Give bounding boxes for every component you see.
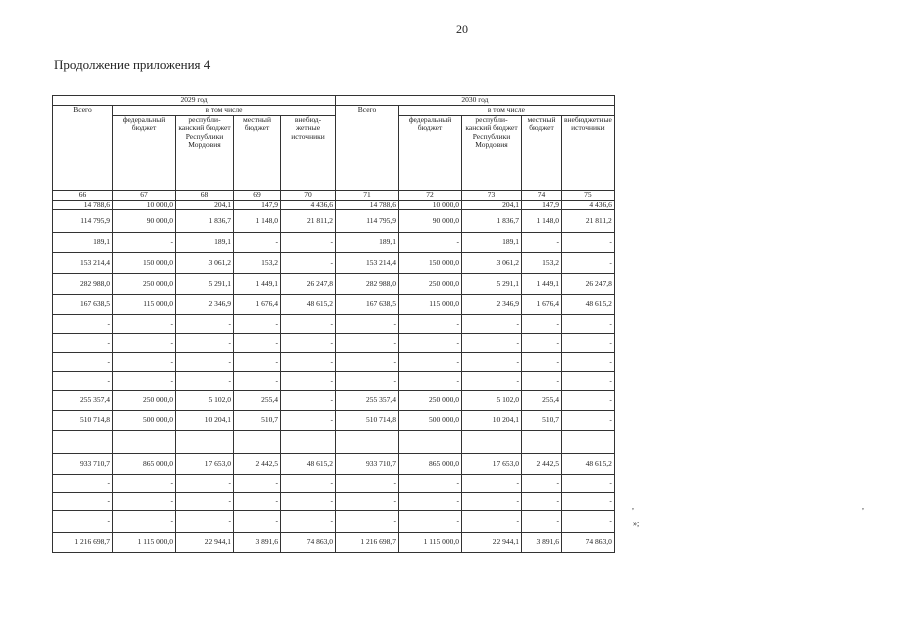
offbudget-2030-header: внебюджетные источники xyxy=(562,115,615,190)
table-cell: 114 795,9 xyxy=(53,210,113,233)
table-cell xyxy=(53,431,113,454)
table-cell: - xyxy=(562,411,615,431)
table-cell: 865 000,0 xyxy=(113,454,176,475)
table-cell: 1 836,7 xyxy=(462,210,522,233)
table-cell: 189,1 xyxy=(53,233,113,253)
table-cell: - xyxy=(234,233,281,253)
table-cell xyxy=(234,431,281,454)
table-cell: - xyxy=(522,315,562,334)
table-cell: 3 061,2 xyxy=(176,253,234,274)
table-cell: - xyxy=(399,493,462,511)
table-cell: - xyxy=(113,315,176,334)
table-row xyxy=(53,454,615,475)
table-cell: 189,1 xyxy=(176,233,234,253)
table-cell: 14 788,6 xyxy=(53,200,113,210)
column-number-row xyxy=(53,190,615,200)
table-cell: 510 714,8 xyxy=(336,411,399,431)
table-cell: - xyxy=(53,315,113,334)
table-cell: - xyxy=(53,372,113,391)
table-cell: - xyxy=(176,493,234,511)
incl-2030-header: в том числе xyxy=(399,106,615,116)
table-cell: - xyxy=(336,353,399,372)
table-cell: - xyxy=(562,493,615,511)
table-cell: - xyxy=(522,353,562,372)
table-cell: - xyxy=(113,475,176,493)
table-cell: 90 000,0 xyxy=(113,210,176,233)
table-row xyxy=(53,372,615,391)
table-cell: - xyxy=(399,372,462,391)
table-cell: - xyxy=(462,353,522,372)
table-cell: - xyxy=(53,475,113,493)
column-number-cell: 67 xyxy=(113,190,176,200)
table-cell: - xyxy=(399,334,462,353)
table-cell: 3 061,2 xyxy=(462,253,522,274)
table-cell: - xyxy=(53,511,113,533)
table-cell: 1 115 000,0 xyxy=(399,533,462,553)
total-2029-header: Всего xyxy=(53,106,113,191)
table-cell: - xyxy=(53,334,113,353)
table-cell: 1 148,0 xyxy=(522,210,562,233)
table-cell xyxy=(336,431,399,454)
table-row xyxy=(53,210,615,233)
table-cell: - xyxy=(562,353,615,372)
table-cell: 22 944,1 xyxy=(462,533,522,553)
table-cell: - xyxy=(336,475,399,493)
table-cell: 1 676,4 xyxy=(522,295,562,315)
table-cell: 250 000,0 xyxy=(113,391,176,411)
table-cell: 115 000,0 xyxy=(113,295,176,315)
table-cell: - xyxy=(176,511,234,533)
table-cell: 189,1 xyxy=(336,233,399,253)
table-cell: - xyxy=(336,372,399,391)
table-cell: 510 714,8 xyxy=(53,411,113,431)
column-number-cell: 66 xyxy=(53,190,113,200)
republic-2029-header: республи-канский бюджет Республики Мордовия xyxy=(176,115,234,190)
table-cell: 147,9 xyxy=(522,200,562,210)
budget-table xyxy=(52,95,615,553)
table-row xyxy=(53,253,615,274)
table-cell: - xyxy=(462,493,522,511)
table-cell: - xyxy=(562,511,615,533)
column-number-cell: 71 xyxy=(336,190,399,200)
table-cell: - xyxy=(336,334,399,353)
table-cell: - xyxy=(522,511,562,533)
table-cell: - xyxy=(281,411,336,431)
table-cell: - xyxy=(113,233,176,253)
table-cell: - xyxy=(281,493,336,511)
column-number-cell: 68 xyxy=(176,190,234,200)
table-cell: - xyxy=(562,233,615,253)
table-cell: - xyxy=(399,315,462,334)
republic-2030-header: республи-канский бюджет Республики Мордовия xyxy=(462,115,522,190)
table-row xyxy=(53,411,615,431)
table-cell: 2 442,5 xyxy=(234,454,281,475)
table-cell: 167 638,5 xyxy=(336,295,399,315)
table-cell: - xyxy=(176,353,234,372)
table-cell: - xyxy=(399,475,462,493)
table-cell: - xyxy=(562,334,615,353)
table-cell xyxy=(562,431,615,454)
table-cell: - xyxy=(462,511,522,533)
table-row xyxy=(53,533,615,553)
table-cell: - xyxy=(176,334,234,353)
table-cell: 153,2 xyxy=(522,253,562,274)
table-cell: - xyxy=(113,511,176,533)
table-cell: 26 247,8 xyxy=(562,274,615,295)
table-cell: 510,7 xyxy=(522,411,562,431)
table-cell: 5 102,0 xyxy=(176,391,234,411)
table-cell: 26 247,8 xyxy=(281,274,336,295)
table-row xyxy=(53,431,615,454)
table-cell: - xyxy=(462,334,522,353)
table-row xyxy=(53,334,615,353)
table-cell: - xyxy=(522,493,562,511)
table-cell: 510,7 xyxy=(234,411,281,431)
table-cell: - xyxy=(113,372,176,391)
table-cell xyxy=(281,431,336,454)
margin-mark: , xyxy=(862,502,864,511)
table-cell: - xyxy=(399,511,462,533)
table-cell: 4 436,6 xyxy=(562,200,615,210)
table-cell: 153 214,4 xyxy=(53,253,113,274)
table-row xyxy=(53,493,615,511)
table-cell: 74 863,0 xyxy=(281,533,336,553)
table-cell: - xyxy=(281,511,336,533)
table-row xyxy=(53,274,615,295)
table-cell: - xyxy=(281,372,336,391)
table-cell: 10 204,1 xyxy=(462,411,522,431)
table-cell: 3 891,6 xyxy=(522,533,562,553)
table-cell: - xyxy=(522,334,562,353)
table-cell: 1 449,1 xyxy=(234,274,281,295)
table-cell: - xyxy=(462,315,522,334)
table-cell: 250 000,0 xyxy=(113,274,176,295)
table-cell: - xyxy=(234,475,281,493)
table-cell: 1 216 698,7 xyxy=(53,533,113,553)
table-cell: 2 346,9 xyxy=(176,295,234,315)
table-cell: - xyxy=(522,233,562,253)
table-cell: - xyxy=(234,334,281,353)
table-cell: 5 291,1 xyxy=(462,274,522,295)
table-cell: - xyxy=(176,372,234,391)
table-cell: 10 000,0 xyxy=(399,200,462,210)
table-cell: - xyxy=(53,353,113,372)
table-cell: - xyxy=(281,334,336,353)
table-cell xyxy=(399,431,462,454)
table-cell: 48 615,2 xyxy=(281,454,336,475)
table-cell: 255,4 xyxy=(522,391,562,411)
table-cell: 21 811,2 xyxy=(281,210,336,233)
column-number-cell: 73 xyxy=(462,190,522,200)
table-cell: 5 291,1 xyxy=(176,274,234,295)
table-cell: 10 000,0 xyxy=(113,200,176,210)
table-row xyxy=(53,391,615,411)
table-cell xyxy=(522,431,562,454)
table-cell: 255,4 xyxy=(234,391,281,411)
table-cell: 2 442,5 xyxy=(522,454,562,475)
table-cell: 21 811,2 xyxy=(562,210,615,233)
table-cell: 3 891,6 xyxy=(234,533,281,553)
column-number-cell: 70 xyxy=(281,190,336,200)
table-row xyxy=(53,295,615,315)
table-row xyxy=(53,511,615,533)
table-cell: 17 653,0 xyxy=(176,454,234,475)
table-row xyxy=(53,475,615,493)
table-cell: 150 000,0 xyxy=(399,253,462,274)
table-cell: - xyxy=(281,475,336,493)
table-cell: - xyxy=(113,493,176,511)
table-row xyxy=(53,200,615,210)
table-cell: 90 000,0 xyxy=(399,210,462,233)
table-cell: 1 676,4 xyxy=(234,295,281,315)
table-cell: - xyxy=(562,253,615,274)
year-2029-header: 2029 год xyxy=(53,96,336,106)
table-cell: - xyxy=(234,372,281,391)
table-cell: 74 863,0 xyxy=(562,533,615,553)
table-cell: 1 449,1 xyxy=(522,274,562,295)
appendix-continuation-title: Продолжение приложения 4 xyxy=(54,57,211,72)
table-cell: - xyxy=(562,391,615,411)
table-cell: 150 000,0 xyxy=(113,253,176,274)
table-cell: 933 710,7 xyxy=(336,454,399,475)
table-cell: 153,2 xyxy=(234,253,281,274)
table-cell: 1 836,7 xyxy=(176,210,234,233)
table-cell: 500 000,0 xyxy=(113,411,176,431)
table-cell: - xyxy=(336,511,399,533)
table-row xyxy=(53,315,615,334)
table-cell: 48 615,2 xyxy=(562,295,615,315)
table-cell: - xyxy=(234,353,281,372)
table-cell: 500 000,0 xyxy=(399,411,462,431)
column-number-cell: 75 xyxy=(562,190,615,200)
table-cell: 14 788,6 xyxy=(336,200,399,210)
table-cell: 933 710,7 xyxy=(53,454,113,475)
table-cell xyxy=(462,431,522,454)
table-cell: 147,9 xyxy=(234,200,281,210)
closing-quote-mark: »; xyxy=(633,519,640,528)
table-cell: - xyxy=(522,372,562,391)
table-cell: - xyxy=(234,493,281,511)
table-cell: 189,1 xyxy=(462,233,522,253)
table-cell: - xyxy=(462,372,522,391)
table-cell: 1 216 698,7 xyxy=(336,533,399,553)
table-cell: - xyxy=(53,493,113,511)
column-number-cell: 74 xyxy=(522,190,562,200)
table-cell: 1 115 000,0 xyxy=(113,533,176,553)
table-cell xyxy=(113,431,176,454)
table-cell: 1 148,0 xyxy=(234,210,281,233)
page-number: 20 xyxy=(456,22,468,36)
table-cell: - xyxy=(522,475,562,493)
table-cell: - xyxy=(336,315,399,334)
total-2030-header: Всего xyxy=(336,106,399,191)
table-cell: - xyxy=(176,475,234,493)
table-cell: 4 436,6 xyxy=(281,200,336,210)
table-cell: 5 102,0 xyxy=(462,391,522,411)
table-cell: 282 988,0 xyxy=(336,274,399,295)
table-cell: - xyxy=(113,353,176,372)
year-2030-header: 2030 год xyxy=(336,96,615,106)
column-number-cell: 72 xyxy=(399,190,462,200)
table-cell: 48 615,2 xyxy=(562,454,615,475)
table-cell: 167 638,5 xyxy=(53,295,113,315)
incl-2029-header: в том числе xyxy=(113,106,336,116)
local-2030-header: местный бюджет xyxy=(522,115,562,190)
table-cell: 282 988,0 xyxy=(53,274,113,295)
table-cell: 114 795,9 xyxy=(336,210,399,233)
table-cell: - xyxy=(462,475,522,493)
table-cell: 204,1 xyxy=(176,200,234,210)
offbudget-2029-header: внебюд-жетные источники xyxy=(281,115,336,190)
table-cell: 255 357,4 xyxy=(53,391,113,411)
table-cell: - xyxy=(281,233,336,253)
table-cell: - xyxy=(562,315,615,334)
table-cell: - xyxy=(336,493,399,511)
table-cell xyxy=(176,431,234,454)
table-cell: 250 000,0 xyxy=(399,274,462,295)
table-cell: - xyxy=(399,353,462,372)
table-cell: - xyxy=(281,253,336,274)
federal-2030-header: федеральный бюджет xyxy=(399,115,462,190)
table-cell: 115 000,0 xyxy=(399,295,462,315)
table-cell: 10 204,1 xyxy=(176,411,234,431)
table-cell: 2 346,9 xyxy=(462,295,522,315)
table-cell: 17 653,0 xyxy=(462,454,522,475)
column-number-cell: 69 xyxy=(234,190,281,200)
table-cell: - xyxy=(281,353,336,372)
table-cell: 153 214,4 xyxy=(336,253,399,274)
table-cell: 250 000,0 xyxy=(399,391,462,411)
table-cell: - xyxy=(562,475,615,493)
table-cell: 204,1 xyxy=(462,200,522,210)
table-cell: - xyxy=(234,315,281,334)
table-cell: - xyxy=(281,315,336,334)
table-cell: - xyxy=(234,511,281,533)
table-cell: 22 944,1 xyxy=(176,533,234,553)
table-cell: - xyxy=(399,233,462,253)
table-cell: - xyxy=(113,334,176,353)
table-cell: 48 615,2 xyxy=(281,295,336,315)
table-cell: 865 000,0 xyxy=(399,454,462,475)
local-2029-header: местный бюджет xyxy=(234,115,281,190)
margin-mark: , xyxy=(632,502,634,511)
table-cell: - xyxy=(281,391,336,411)
table-row xyxy=(53,233,615,253)
table-cell: 255 357,4 xyxy=(336,391,399,411)
table-row xyxy=(53,353,615,372)
table-cell: - xyxy=(176,315,234,334)
federal-2029-header: федеральный бюджет xyxy=(113,115,176,190)
table-cell: - xyxy=(562,372,615,391)
